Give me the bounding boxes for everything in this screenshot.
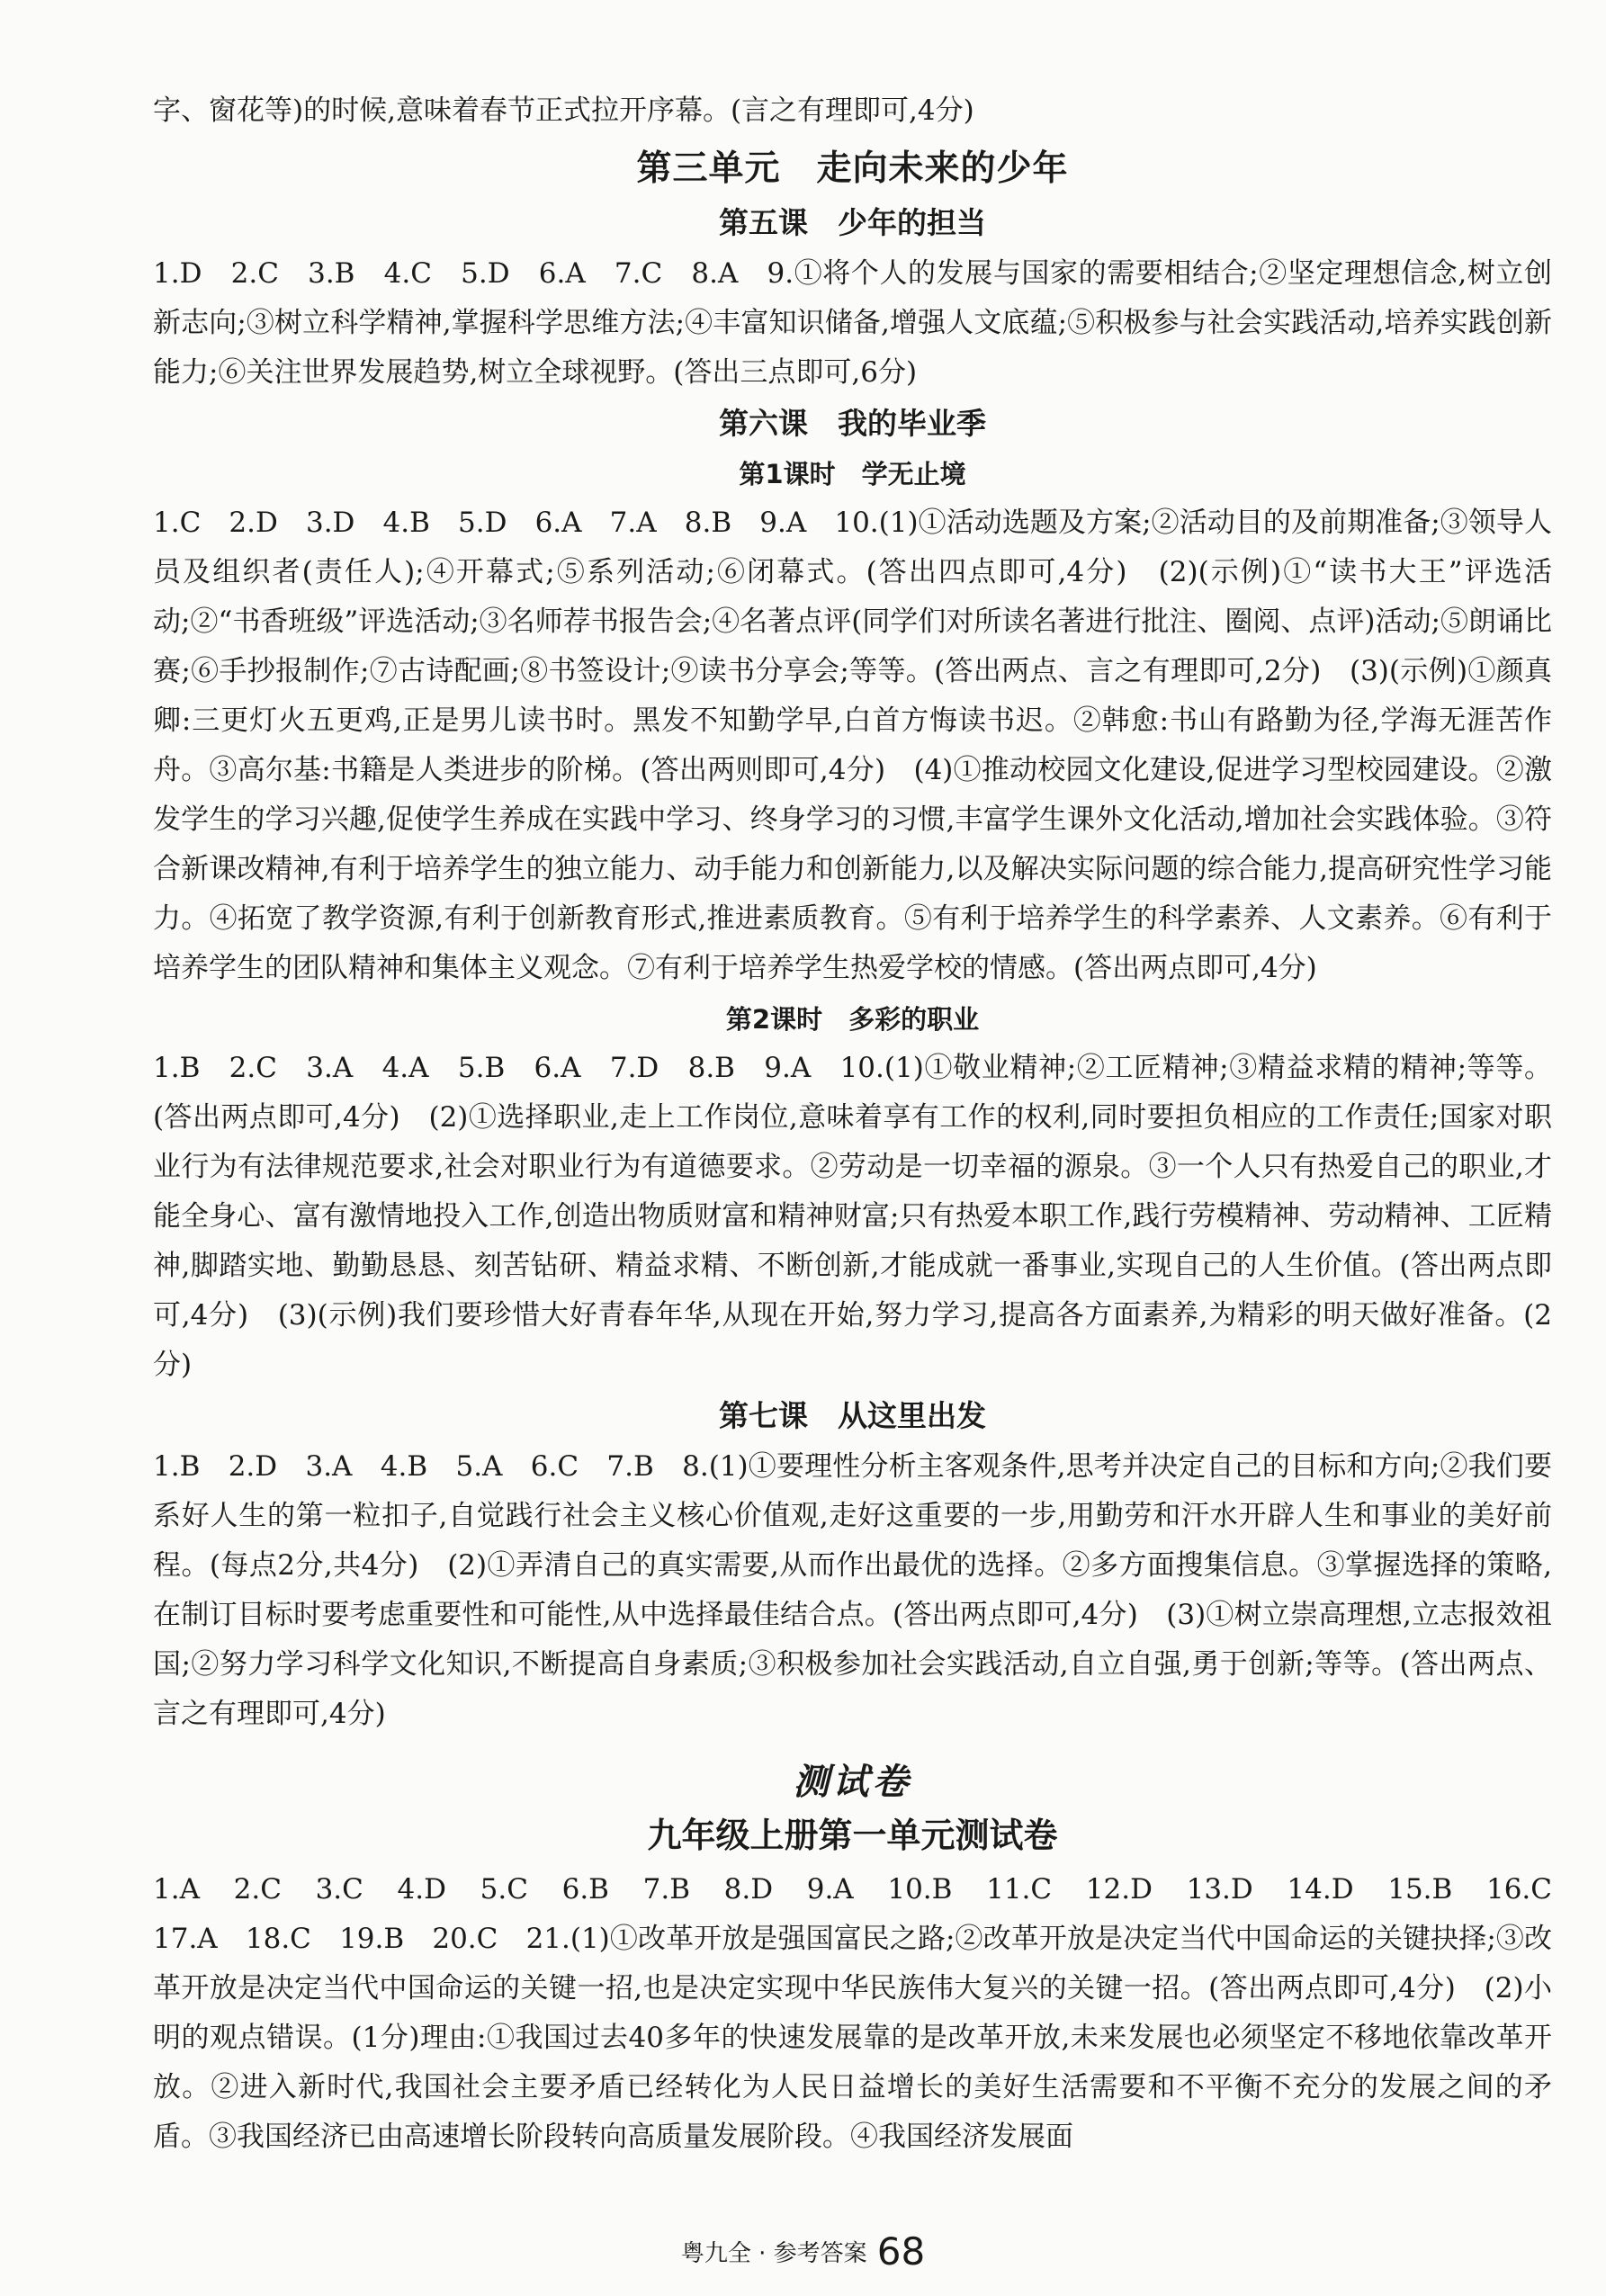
- page-number: 68: [876, 2229, 926, 2274]
- lesson7-answers: 1.B 2.D 3.A 4.B 5.A 6.C 7.B 8.(1)①要理性分析主客观条件,思考并决定自己的目标和方向;②我们要系好人生的第一粒扣子,自觉践行社会主义核心价值观,走好这重要的一步,用勤劳和汗水开辟人生和事业的美好前程。(每点2分,共4分) (2)①弄清自己的真实需要,从而作出最优的选择。②多方面搜集信息。③掌握选择的策略,在制订目标时要考虑重要性和可能性,从中选择最佳结合点。(答出两点即可,4分) (3)①树立崇高理想,立志报效祖国;②努力学习科学文化知识,不断提高自身素质;③积极参加社会实践活动,自立自强,勇于创新;等等。(答出两点、言之有理即可,4分): [153, 1450, 1552, 1730]
- unit-title: 第三单元 走向未来的少年: [636, 148, 1069, 189]
- lesson6-period1-title: 第1课时 学无止境: [739, 459, 966, 489]
- lesson6-period2-answers: 1.B 2.C 3.A 4.A 5.B 6.A 7.D 8.B 9.A 10.(1)①敬业精神;②工匠精神;③精益求精的精神;等等。(答出两点即可,4分) (2)①选择职业,走上工作岗位,意味着享有工作的权利,同时要担负相应的工作责任;国家对职业行为有法律规范要求,社会对职业行为有道德要求。②劳动是一切幸福的源泉。③一个人只有热爱自己的职业,才能全身心、富有激情地投入工作,创造出物质财富和精神财富;只有热爱本职工作,践行劳模精神、劳动精神、工匠精神,脚踏实地、勤勤恳恳、刻苦钻研、精益求精、不断创新,才能成就一番事业,实现自己的人生价值。(答出两点即可,4分) (3)(示例)我们要珍惜大好青春年华,从现在开始,努力学习,提高各方面素养,为精彩的明天做好准备。(2分): [153, 1052, 1552, 1381]
- test-section-title: 测试卷: [793, 1761, 912, 1803]
- page-footer: [0, 2229, 1606, 2274]
- lesson6-period1-answers: 1.C 2.D 3.D 4.B 5.D 6.A 7.A 8.B 9.A 10.(1)①活动选题及方案;②活动目的及前期准备;③领导人员及组织者(责任人);④开幕式;⑤系列活动;⑥闭幕式。(答出四点即可,4分) (2)(示例)①“读书大王”评选活动;②“书香班级”评选活动;③名师荐书报告会;④名著点评(同学们对所读名著进行批注、圈阅、点评)活动;⑤朗诵比赛;⑥手抄报制作;⑦古诗配画;⑧书签设计;⑨读书分享会;等等。(答出两点、言之有理即可,2分) (3)(示例)①颜真卿:三更灯火五更鸡,正是男儿读书时。黑发不知勤学早,白首方悔读书迟。②韩愈:书山有路勤为径,学海无涯苦作舟。③高尔基:书籍是人类进步的阶梯。(答出两则即可,4分) (4)①推动校园文化建设,促进学习型校园建设。②激发学生的学习兴趣,促使学生养成在实践中学习、终身学习的习惯,丰富学生课外文化活动,增加社会实践体验。③符合新课改精神,有利于培养学生的独立能力、动手能力和创新能力,以及解决实际问题的综合能力,提高研究性学习能力。④拓宽了教学资源,有利于创新教育形式,推进素质教育。⑤有利于培养学生的科学素养、人文素养。⑥有利于培养学生的团队精神和集体主义观念。⑦有利于培养学生热爱学校的情感。(答出两点即可,4分): [153, 507, 1552, 984]
- footer-label: 粤九全 · 参考答案: [680, 2240, 867, 2267]
- lesson7-title: 第七课 从这里出发: [719, 1398, 986, 1433]
- lesson6-period2-title: 第2课时 多彩的职业: [725, 1004, 980, 1035]
- test1-answers: 1.A 2.C 3.C 4.D 5.C 6.B 7.B 8.D 9.A 10.B 11.C 12.D 13.D 14.D 15.B 16.C 17.A 18.C 19.B 20.C 21.(1)①改革开放是强国富民之路;②改革开放是决定当代中国命运的关键抉择;③改革开放是决定当代中国命运的关键一招,也是决定实现中华民族伟大复兴的关键一招。(答出两点即可,4分) (2)小明的观点错误。(1分)理由:①我国过去40多年的快速发展靠的是改革开放,未来发展也必须坚定不移地依靠改革开放。②进入新时代,我国社会主要矛盾已经转化为人民日益增长的美好生活需要和不平衡不充分的发展之间的矛盾。③我国经济已由高速增长阶段转向高质量发展阶段。④我国经济发展面: [153, 1873, 1580, 2153]
- intro-line: 字、窗花等)的时候,意味着春节正式拉开序幕。(言之有理即可,4分): [153, 94, 974, 127]
- lesson5-title: 第五课 少年的担当: [719, 205, 986, 240]
- lesson6-title: 第六课 我的毕业季: [719, 406, 986, 441]
- test1-title: 九年级上册第一单元测试卷: [647, 1816, 1058, 1855]
- answer-page: [153, 86, 1580, 2162]
- lesson5-answers: 1.D 2.C 3.B 4.C 5.D 6.A 7.C 8.A 9.①将个人的发展与国家的需要相结合;②坚定理想信念,树立创新志向;③树立科学精神,掌握科学思维方法;④丰富知识储备,增强人文底蕴;⑤积极参与社会实践活动,培养实践创新能力;⑥关注世界发展趋势,树立全球视野。(答出三点即可,6分): [153, 257, 1552, 389]
